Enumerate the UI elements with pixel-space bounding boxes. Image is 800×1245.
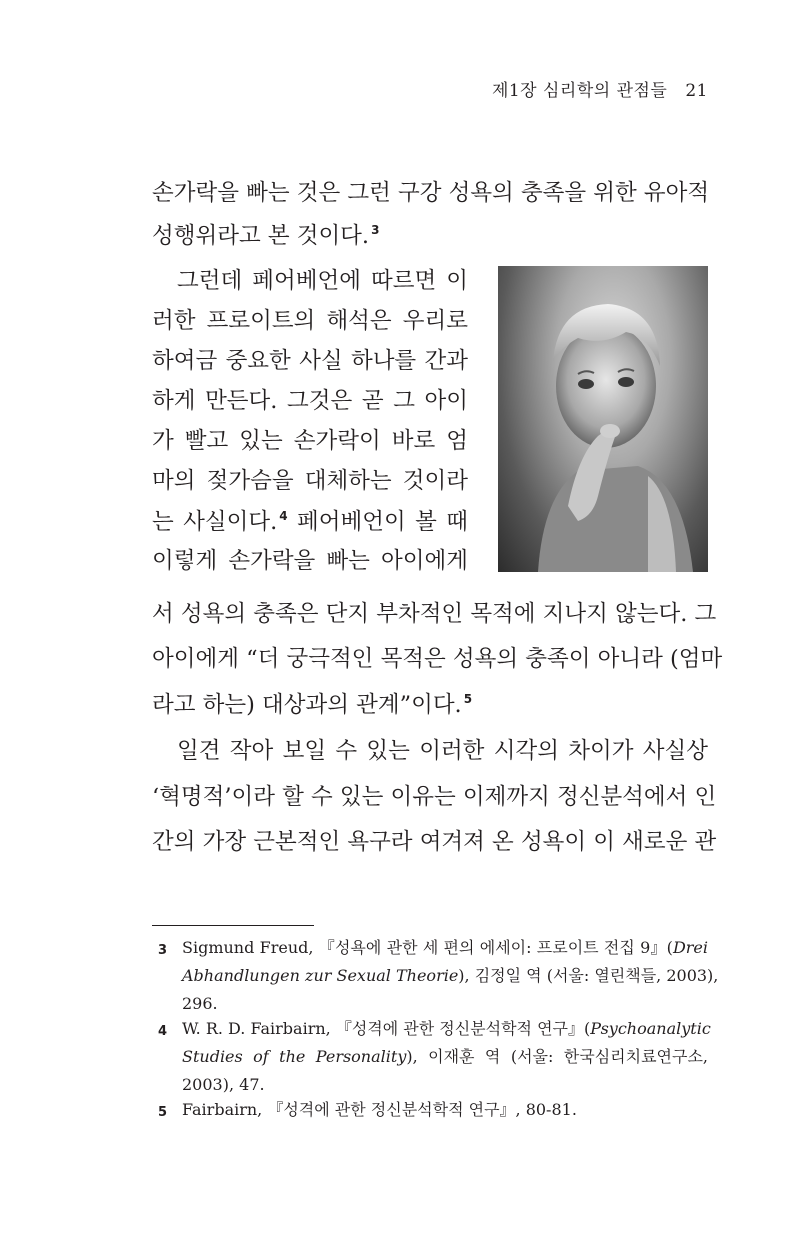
- footnote-line: [182, 1019, 711, 1038]
- footnote-ref[interactable]: 4: [279, 509, 288, 523]
- footnote-text: ), 김정일 역 (서울: 열린책들, 2003),: [458, 966, 719, 985]
- footnote-text: Drei: [672, 938, 708, 957]
- footnote-line: [182, 966, 719, 985]
- footnote-number: 4: [158, 1024, 168, 1039]
- footnote-ref[interactable]: 5: [463, 692, 473, 706]
- body-line: 이렇게 손가락을 빠는 아이에게: [152, 548, 468, 574]
- footnote-number: 3: [158, 943, 168, 958]
- body-line: 러한 프로이트의 해석은 우리로: [152, 308, 468, 334]
- footnote-text: Sigmund Freud, 『성욕에 관한 세 편의 에세이: 프로이트 전집 9』(: [182, 938, 673, 957]
- chapter-title: 제1장 심리학의 관점들: [491, 81, 668, 101]
- footnote-ref[interactable]: 3: [371, 223, 380, 237]
- footnote-text: Psychoanalytic: [590, 1019, 711, 1038]
- footnote-text: Studies of the Personality: [182, 1047, 407, 1066]
- body-line: [152, 224, 379, 248]
- footnote-text: Abhandlungen zur Sexual Theorie: [182, 966, 459, 985]
- body-line: 하게 만든다. 그것은 곧 그 아이: [152, 388, 468, 414]
- body-line: 가 빨고 있는 손가락이 바로 엄: [152, 428, 468, 454]
- footnote-rule: [152, 925, 314, 926]
- footnote-text: W. R. D. Fairbairn, 『성격에 관한 정신분석학적 연구』(: [182, 1019, 591, 1038]
- body-line: 손가락을 빠는 것은 그런 구강 성욕의 충족을 위한 유아적: [152, 180, 710, 206]
- body-line: 서 성욕의 충족은 단지 부차적인 목적에 지나지 않는다. 그: [152, 601, 717, 627]
- page-number: 21: [685, 81, 708, 101]
- footnote-line: [182, 940, 708, 956]
- body-line: 그런데 페어베언에 따르면 이: [177, 268, 468, 294]
- body-line: 간의 가장 근본적인 욕구라 여겨져 온 성욕이 이 새로운 관: [152, 829, 717, 855]
- body-line: 하여금 중요한 사실 하나를 간과: [152, 348, 468, 374]
- child-photo-drawing: [498, 266, 708, 572]
- footnote-line: Fairbairn, 『성격에 관한 정신분석학적 연구』, 80-81.: [182, 1100, 577, 1119]
- body-text: 라고 하는) 대상과의 관계”이다.: [152, 692, 462, 718]
- body-line: [152, 693, 472, 717]
- child-photo: [498, 266, 708, 572]
- footnote-line: 296.: [182, 994, 218, 1013]
- footnote-line: 2003), 47.: [182, 1075, 265, 1094]
- body-line: 아이에게 “더 궁극적인 목적은 성욕의 충족이 아니라 (엄마: [152, 646, 723, 672]
- body-line: [152, 510, 468, 534]
- body-text: 성행위라고 본 것이다.: [152, 223, 370, 249]
- footnote-line: [182, 1049, 708, 1065]
- body-text: 페어베언이 볼 때: [287, 509, 468, 535]
- body-line: 일견 작아 보일 수 있는 이러한 시각의 차이가 사실상: [177, 738, 708, 764]
- footnote-text: ), 이재훈 역 (서울: 한국심리치료연구소,: [406, 1047, 708, 1066]
- body-line: ‘혁명적’이라 할 수 있는 이유는 이제까지 정신분석에서 인: [152, 784, 717, 810]
- body-text: 는 사실이다.: [152, 509, 278, 535]
- running-header: [492, 76, 708, 101]
- body-line: 마의 젖가슴을 대체하는 것이라: [152, 468, 468, 494]
- footnote-number: 5: [158, 1105, 168, 1120]
